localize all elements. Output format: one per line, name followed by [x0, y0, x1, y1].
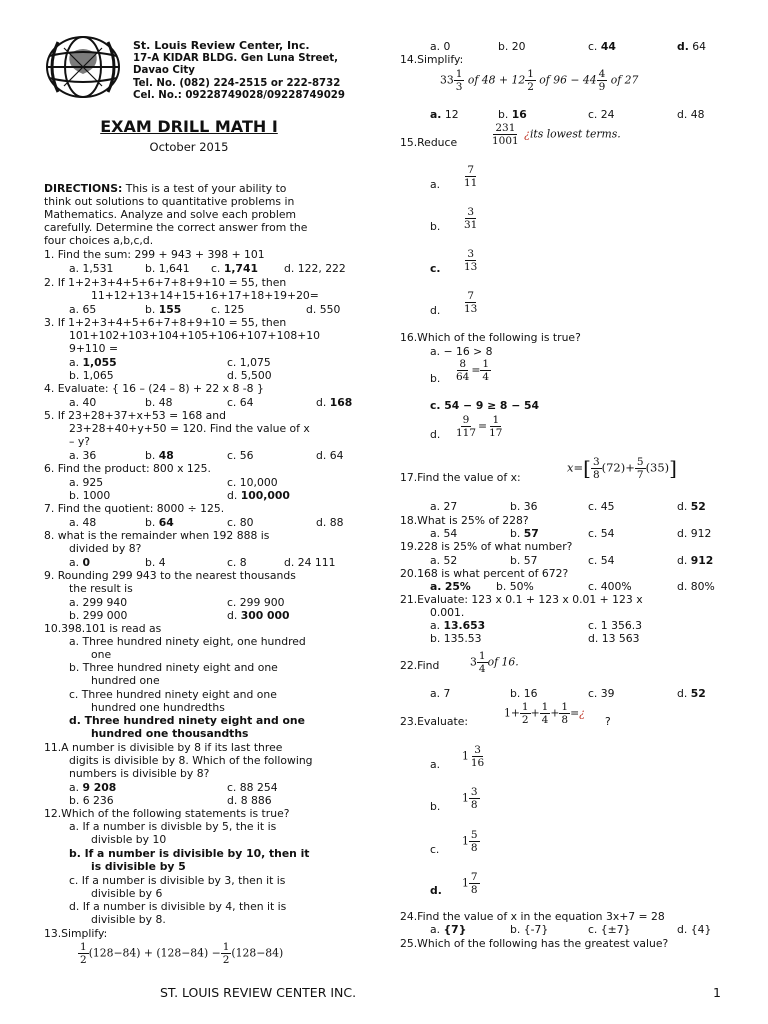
- q10-option-c-cont: hundred one hundredths: [91, 701, 225, 714]
- q15-option-a-fraction: $\frac{7}{11}$: [464, 164, 478, 189]
- q1-option-a: a. 1,531: [69, 262, 114, 275]
- question-4-stem: 4. Evaluate: { 16 – (24 – 8) + 22 x 8 -8 }: [44, 382, 264, 395]
- question-5-stem: 5. If 23+28+37+x+53 = 168 and: [44, 409, 226, 422]
- q5-option-a: a. 36: [69, 449, 97, 462]
- q13-option-a: a. 0: [430, 40, 451, 53]
- question-11-stem-cont: numbers is divisible by 8?: [69, 767, 210, 780]
- q11-option-d: d. 8 886: [227, 794, 272, 807]
- q5-option-b: b. 48: [145, 449, 174, 462]
- page-title: EXAM DRILL MATH I: [100, 117, 278, 136]
- q11-option-c: c. 88 254: [227, 781, 278, 794]
- question-24-stem: 24.Find the value of x in the equation 3x+7 = 28: [400, 910, 665, 923]
- q15-option-c: c.: [430, 262, 441, 275]
- question-5-stem-cont: – y?: [69, 435, 90, 448]
- q20-option-c: c. 400%: [588, 580, 632, 593]
- directions-line: Mathematics. Analyze and solve each problem: [44, 208, 297, 221]
- question-8-stem-cont: divided by 8?: [69, 542, 142, 555]
- q22-option-d: d. 52: [677, 687, 706, 700]
- q16-option-a: a. − 16 > 8: [430, 345, 493, 358]
- question-15-stem: 15.Reduce: [400, 136, 458, 149]
- q16-option-b: b.: [430, 372, 441, 385]
- q12-option-b: b. If a number is divisible by 10, then it: [69, 847, 310, 860]
- q15-expression: $\frac{231}{1001}$ ¿its lowest terms.: [492, 122, 621, 147]
- q19-option-d: d. 912: [677, 554, 714, 567]
- directions: DIRECTIONS: This is a test of your ability to: [44, 182, 287, 195]
- q21-option-b: b. 135.53: [430, 632, 482, 645]
- q12-option-a: a. If a number is divisble by 5, the it is: [69, 820, 277, 833]
- question-3-stem-cont: 9+110 =: [69, 342, 119, 355]
- q23-question-mark: ?: [605, 715, 611, 728]
- question-23-stem: 23.Evaluate:: [400, 715, 468, 728]
- question-5-stem-cont: 23+28+40+y+50 = 120. Find the value of x: [69, 422, 310, 435]
- q22-option-a: a. 7: [430, 687, 451, 700]
- q14-option-a: a. 12: [430, 108, 459, 121]
- org-name: St. Louis Review Center, Inc.: [133, 39, 310, 52]
- q18-option-b: b. 57: [510, 527, 539, 540]
- q22-option-c: c. 39: [588, 687, 615, 700]
- q18-option-a: a. 54: [430, 527, 458, 540]
- q12-option-b-cont: is divisible by 5: [91, 860, 186, 873]
- q9-option-b: b. 299 000: [69, 609, 128, 622]
- q23-option-b: b.: [430, 800, 441, 813]
- q24-option-d: d. {4}: [677, 923, 712, 936]
- question-21-stem: 21.Evaluate: 123 x 0.1 + 123 x 0.01 + 123 x: [400, 593, 643, 606]
- footer-text: ST. LOUIS REVIEW CENTER INC.: [160, 985, 357, 1000]
- q23-option-b-value: 1 $\frac{3}{8}$: [462, 786, 478, 811]
- question-8-stem: 8. what is the remainder when 192 888 is: [44, 529, 270, 542]
- question-18-stem: 18.What is 25% of 228?: [400, 514, 529, 527]
- q16-option-d-expression: $\frac{9}{117}$ = $\frac{1}{17}$: [456, 414, 503, 439]
- q8-option-c: c. 8: [227, 556, 247, 569]
- question-25-stem: 25.Which of the following has the greatest value?: [400, 937, 669, 950]
- q8-option-d: d. 24 111: [284, 556, 336, 569]
- q24-option-a: a. {7}: [430, 923, 467, 936]
- directions-line: carefully. Determine the correct answer from the: [44, 221, 308, 234]
- question-9-stem-cont: the result is: [69, 582, 133, 595]
- q6-option-a: a. 925: [69, 476, 104, 489]
- org-header: [133, 40, 345, 103]
- q1-option-d: d. 122, 222: [284, 262, 346, 275]
- q20-option-b: b. 50%: [496, 580, 534, 593]
- q13-option-b: b. 20: [498, 40, 526, 53]
- q14-option-d: d. 48: [677, 108, 705, 121]
- question-14-stem: 14.Simplify:: [400, 53, 464, 66]
- q7-option-d: d. 88: [316, 516, 344, 529]
- exam-date: October 2015: [149, 140, 229, 154]
- org-address-line1: 17-A KIDAR BLDG. Gen Luna Street,: [133, 52, 339, 64]
- q4-option-c: c. 64: [227, 396, 254, 409]
- q11-option-b: b. 6 236: [69, 794, 114, 807]
- q16-option-b-expression: $\frac{8}{64}$ = $\frac{1}{4}$: [456, 358, 490, 383]
- q17-option-c: c. 45: [588, 500, 615, 513]
- q21-option-a: a. 13.653: [430, 619, 486, 632]
- q9-option-c: c. 299 900: [227, 596, 285, 609]
- q22-expression: 3 $\frac{1}{4}$ of 16.: [470, 650, 519, 675]
- q23-option-d: d.: [430, 884, 442, 897]
- q3-option-d: d. 5,500: [227, 369, 272, 382]
- q12-option-d: d. If a number is divisible by 4, then it is: [69, 900, 287, 913]
- q12-option-c-cont: divisible by 6: [91, 887, 163, 900]
- q23-option-c: c.: [430, 843, 440, 856]
- q18-option-d: d. 912: [677, 527, 712, 540]
- question-7-stem: 7. Find the quotient: 8000 ÷ 125.: [44, 502, 225, 515]
- q13-expression: $\frac{1}{2}$ (128−84) + (128−84) − $\frac{1}{2}$ (128−84): [80, 941, 284, 966]
- q1-option-c: c. 1,741: [211, 262, 258, 275]
- q9-option-d: d. 300 000: [227, 609, 290, 622]
- question-10-stem: 10.398.101 is read as: [44, 622, 162, 635]
- org-address-line2: Davao City: [133, 65, 195, 77]
- q8-option-b: b. 4: [145, 556, 166, 569]
- q18-option-c: c. 54: [588, 527, 615, 540]
- q15-option-b: b.: [430, 220, 441, 233]
- q8-option-a: a. 0: [69, 556, 91, 569]
- directions-line: think out solutions to quantitative problems in: [44, 195, 295, 208]
- page-number: 1: [713, 985, 721, 1000]
- q10-option-c: c. Three hundred ninety eight and one: [69, 688, 277, 701]
- question-2-stem-cont: 11+12+13+14+15+16+17+18+19+20=: [91, 289, 319, 302]
- q13-option-d: d. 64: [677, 40, 707, 53]
- q17-expression: x=[ $\frac{3}{8}$ (72)+ $\frac{5}{7}$ (35)]: [567, 455, 677, 481]
- q10-option-a-cont: one: [91, 648, 112, 661]
- q23-option-a-value: 1 $\frac{3}{16}$: [462, 744, 485, 769]
- q10-option-a: a. Three hundred ninety eight, one hundred: [69, 635, 306, 648]
- question-17-stem: 17.Find the value of x:: [400, 471, 521, 484]
- question-20-stem: 20.168 is what percent of 672?: [400, 567, 569, 580]
- q2-option-a: a. 65: [69, 303, 97, 316]
- q6-option-d: d. 100,000: [227, 489, 290, 502]
- q12-option-a-cont: divisble by 10: [91, 833, 167, 846]
- q4-option-b: b. 48: [145, 396, 173, 409]
- org-cel: Cel. No.: 09228749028/09228749029: [133, 90, 345, 102]
- q23-option-d-value: 1 $\frac{7}{8}$: [462, 871, 478, 896]
- q23-option-c-value: 1 $\frac{5}{8}$: [462, 829, 478, 854]
- globe-logo: [44, 34, 122, 100]
- q24-option-c: c. {±7}: [588, 923, 631, 936]
- q14-option-c: c. 24: [588, 108, 615, 121]
- q10-option-d-cont: hundred one thousandths: [91, 727, 249, 740]
- question-9-stem: 9. Rounding 299 943 to the nearest thousands: [44, 569, 296, 582]
- question-2-stem: 2. If 1+2+3+4+5+6+7+8+9+10 = 55, then: [44, 276, 287, 289]
- q5-option-c: c. 56: [227, 449, 254, 462]
- q24-option-b: b. {-7}: [510, 923, 549, 936]
- question-3-stem: 3. If 1+2+3+4+5+6+7+8+9+10 = 55, then: [44, 316, 287, 329]
- q4-option-a: a. 40: [69, 396, 97, 409]
- question-11-stem: 11.A number is divisible by 8 if its last three: [44, 741, 283, 754]
- q22-option-b: b. 16: [510, 687, 538, 700]
- q12-option-d-cont: divisible by 8.: [91, 913, 166, 926]
- q1-option-b: b. 1,641: [145, 262, 190, 275]
- question-21-stem-cont: 0.001.: [430, 606, 465, 619]
- q15-option-b-fraction: $\frac{3}{31}$: [464, 206, 478, 231]
- q16-option-c: c. 54 − 9 ≥ 8 − 54: [430, 399, 540, 412]
- q4-option-d: d. 168: [316, 396, 353, 409]
- question-22-stem: 22.Find: [400, 659, 440, 672]
- question-6-stem: 6. Find the product: 800 x 125.: [44, 462, 211, 475]
- question-19-stem: 19.228 is 25% of what number?: [400, 540, 573, 553]
- q14-option-b: b. 16: [498, 108, 527, 121]
- q21-option-c: c. 1 356.3: [588, 619, 643, 632]
- question-1-stem: 1. Find the sum: 299 + 943 + 398 + 101: [44, 248, 265, 261]
- q9-option-a: a. 299 940: [69, 596, 128, 609]
- q7-option-b: b. 64: [145, 516, 174, 529]
- q10-option-b-cont: hundred one: [91, 674, 160, 687]
- q12-option-c: c. If a number is divisible by 3, then it is: [69, 874, 286, 887]
- q3-option-c: c. 1,075: [227, 356, 271, 369]
- q10-option-b: b. Three hundred ninety eight and one: [69, 661, 278, 674]
- q19-option-b: b. 57: [510, 554, 538, 567]
- question-11-stem-cont: digits is divisible by 8. Which of the following: [69, 754, 313, 767]
- q2-option-b: b. 155: [145, 303, 182, 316]
- q20-option-d: d. 80%: [677, 580, 715, 593]
- org-tel: Tel. No. (082) 224-2515 or 222-8732: [133, 77, 341, 89]
- q2-option-d: d. 550: [306, 303, 341, 316]
- q15-option-a: a.: [430, 178, 441, 191]
- q14-expression: 33 $\frac{1}{3}$ of 48 + 12 $\frac{1}{2}$ of 96 − 44 $\frac{4}{9}$ of 27: [440, 68, 639, 93]
- q23-option-a: a.: [430, 758, 441, 771]
- q2-option-c: c. 125: [211, 303, 245, 316]
- q15-option-c-fraction: $\frac{3}{13}$: [464, 248, 478, 273]
- q3-option-a: a. 1,055: [69, 356, 117, 369]
- question-13-stem: 13.Simplify:: [44, 927, 108, 940]
- q5-option-d: d. 64: [316, 449, 344, 462]
- q13-option-c: c. 44: [588, 40, 616, 53]
- directions-line: four choices a,b,c,d.: [44, 234, 154, 247]
- q7-option-a: a. 48: [69, 516, 97, 529]
- question-12-stem: 12.Which of the following statements is true?: [44, 807, 290, 820]
- q15-option-d: d.: [430, 304, 441, 317]
- q20-option-a: a. 25%: [430, 580, 471, 593]
- q16-option-d: d.: [430, 428, 441, 441]
- q11-option-a: a. 9 208: [69, 781, 117, 794]
- q6-option-c: c. 10,000: [227, 476, 278, 489]
- q19-option-a: a. 52: [430, 554, 458, 567]
- q17-option-a: a. 27: [430, 500, 458, 513]
- q10-option-d: d. Three hundred ninety eight and one: [69, 714, 305, 727]
- q3-option-b: b. 1,065: [69, 369, 114, 382]
- q19-option-c: c. 54: [588, 554, 615, 567]
- q23-expression: 1+ $\frac{1}{2}$ + $\frac{1}{4}$ + $\frac{1}{8}$ =¿: [504, 701, 585, 726]
- q21-option-d: d. 13 563: [588, 632, 640, 645]
- q17-option-d: d. 52: [677, 500, 706, 513]
- question-16-stem: 16.Which of the following is true?: [400, 331, 581, 344]
- q17-option-b: b. 36: [510, 500, 538, 513]
- q7-option-c: c. 80: [227, 516, 254, 529]
- question-3-stem-cont: 101+102+103+104+105+106+107+108+10: [69, 329, 320, 342]
- q15-option-d-fraction: $\frac{7}{13}$: [464, 290, 478, 315]
- q6-option-b: b. 1000: [69, 489, 111, 502]
